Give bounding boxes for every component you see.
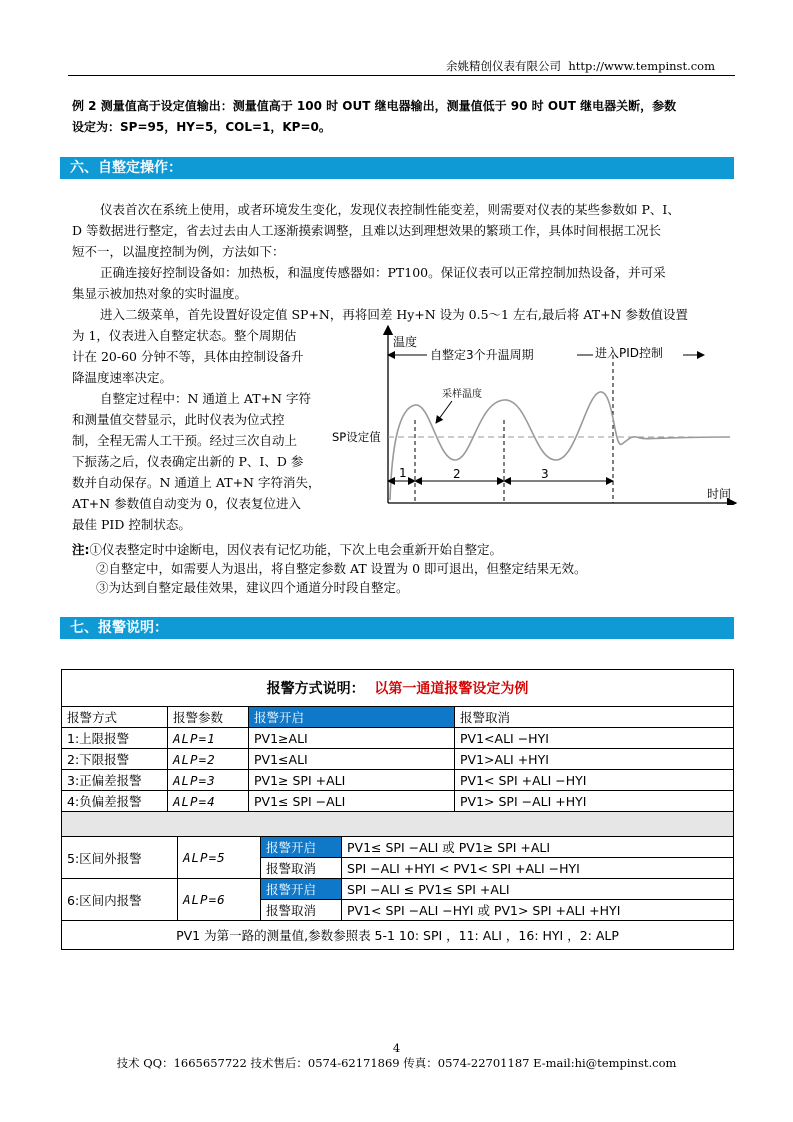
table-row xyxy=(62,728,734,749)
example-line-2: 设定为：SP=95，HY=5，COL=1，KP=0。 xyxy=(72,120,331,134)
row-off-label: 报警取消 xyxy=(261,900,342,921)
row-mode: 2:下限报警 xyxy=(62,749,168,770)
sample-pointer xyxy=(436,401,452,423)
table-row xyxy=(62,837,734,858)
period-3-label: 3 xyxy=(541,467,549,481)
note-3: ③为达到自整定最佳效果，建议四个通道分时段自整定。 xyxy=(96,580,409,595)
table-title-black: 报警方式说明： xyxy=(266,681,365,697)
company-url: http://www.tempinst.com xyxy=(568,59,715,73)
period-2-label: 2 xyxy=(453,467,461,481)
row-off: PV1<ALI −HYI xyxy=(455,728,734,749)
para4-line-7: 最佳 PID 控制状态。 xyxy=(72,517,191,532)
notes xyxy=(72,540,587,597)
pid-span-label: 进入PID控制 xyxy=(595,346,664,360)
para4-line-1: 自整定过程中：N 通道上 AT+N 字符 xyxy=(100,391,311,406)
para1-line-3: 短不一，以温度控制为例，方法如下： xyxy=(72,244,285,259)
row-param: ALP=4 xyxy=(168,791,249,812)
sp-label: SP设定值 xyxy=(332,430,381,444)
section-6-body xyxy=(72,199,732,325)
para1-line-1: 仪表首次在系统上使用，或者环境发生变化，发现仪表控制性能变差，则需要对仪表的某些参数如 P、I、 xyxy=(100,202,680,217)
page-header xyxy=(446,58,715,74)
para1-line-2: D 等数据进行整定，省去过去由人工逐渐摸索调整，且难以达到理想效果的繁琐工作，具体时间根据工况长 xyxy=(72,223,661,238)
table-row xyxy=(62,770,734,791)
notes-label: 注: xyxy=(72,542,90,557)
para2-line-1: 正确连接好控制设备如：加热板，和温度传感器如：PT100。保证仪表可以正常控制加热设备，并可采 xyxy=(100,265,666,280)
row-on-label: 报警开启 xyxy=(261,879,342,900)
row-off: SPI −ALI +HYI < PV1< SPI +ALI −HYI xyxy=(342,858,734,879)
table-row xyxy=(62,879,734,900)
x-axis-label: 时间 xyxy=(707,487,732,501)
para4-line-2: 和测量值交替显示，此时仪表为位式控 xyxy=(72,412,285,427)
row-on: PV1≤ALI xyxy=(249,749,455,770)
row-on: PV1≤ SPI −ALI xyxy=(249,791,455,812)
para2-line-2: 集显示被加热对象的实时温度。 xyxy=(72,286,248,301)
row-on: PV1≥ALI xyxy=(249,728,455,749)
row-param: ALP=1 xyxy=(168,728,249,749)
row-off: PV1>ALI +HYI xyxy=(455,749,734,770)
autotune-diagram xyxy=(330,320,740,505)
row-mode: 6:区间内报警 xyxy=(62,879,178,921)
page-number: 4 xyxy=(392,1041,401,1055)
row-off-label: 报警取消 xyxy=(261,858,342,879)
row-mode: 5:区间外报警 xyxy=(62,837,178,879)
table-spacer xyxy=(62,812,734,837)
company-name: 余姚精创仪表有限公司 xyxy=(446,59,561,73)
sample-label: 采样温度 xyxy=(442,389,482,400)
y-axis-label: 温度 xyxy=(393,335,418,349)
para3-line-3: 计在 20-60 分钟不等，具体由控制设备升 xyxy=(72,349,304,364)
table-title-red: 以第一通道报警设定为例 xyxy=(374,681,529,697)
example-2 xyxy=(72,96,732,138)
header-rule xyxy=(68,75,735,76)
row-off: PV1< SPI +ALI −HYI xyxy=(455,770,734,791)
alarm-table-title xyxy=(62,670,734,707)
para3-line-4: 降温度速率决定。 xyxy=(72,370,173,385)
table-row xyxy=(62,749,734,770)
para3-line-2: 为 1，仪表进入自整定状态。整个周期估 xyxy=(72,328,297,343)
period-1-label: 1 xyxy=(399,466,407,480)
example-line-1: 例 2 测量值高于设定值输出：测量值高于 100 时 OUT 继电器输出，测量值低于 90 时 OUT 继电器关断，参数 xyxy=(72,99,677,113)
row-mode: 3:正偏差报警 xyxy=(62,770,168,791)
header-mode: 报警方式 xyxy=(62,707,168,728)
row-off: PV1< SPI −ALI −HYI 或 PV1> SPI +ALI +HYI xyxy=(342,900,734,921)
section-7-title: 七、报警说明： xyxy=(60,617,734,639)
table-footnote: PV1 为第一路的测量值,参数参照表 5-1 10: SPI ，11: ALI ，16: HYI ，2: ALP xyxy=(62,921,734,950)
row-param: ALP=2 xyxy=(168,749,249,770)
row-on: PV1≥ SPI +ALI xyxy=(249,770,455,791)
autotune-span-label: 自整定3个升温周期 xyxy=(430,348,534,362)
row-param: ALP=3 xyxy=(168,770,249,791)
range-alarm-table xyxy=(61,836,734,950)
para3-left-column xyxy=(72,325,342,535)
row-on: SPI −ALI ≤ PV1≤ SPI +ALI xyxy=(342,879,734,900)
para4-line-4: 下振荡之后，仪表确定出新的 P、I、D 参 xyxy=(72,454,304,469)
para3-line-1: 进入二级菜单，首先设置好设定值 SP+N，再将回差 Hy+N 设为 0.5～1 左右,最后将 AT+N 参数值设置 xyxy=(100,307,688,322)
para4-line-5: 数并自动保存。N 通道上 AT+N 字符消失， xyxy=(72,475,321,490)
row-param: ALP=5 xyxy=(178,837,261,879)
row-off: PV1> SPI −ALI +HYI xyxy=(455,791,734,812)
footer-contact: 技术 QQ：1665657722 技术售后：0574-62171869 传真：0574-22701187 E-mail:hi@tempinst.com xyxy=(116,1056,677,1070)
para4-line-6: AT+N 参数值自动变为 0，仪表复位进入 xyxy=(72,496,301,511)
header-on: 报警开启 xyxy=(249,707,455,728)
header-param: 报警参数 xyxy=(168,707,249,728)
row-on: PV1≤ SPI −ALI 或 PV1≥ SPI +ALI xyxy=(342,837,734,858)
page-footer xyxy=(0,1041,793,1071)
row-on-label: 报警开启 xyxy=(261,837,342,858)
para4-line-3: 制，全程无需人工干预。经过三次自动上 xyxy=(72,433,298,448)
alarm-table xyxy=(61,669,734,837)
row-param: ALP=6 xyxy=(178,879,261,921)
header-off: 报警取消 xyxy=(455,707,734,728)
sample-temperature-curve xyxy=(390,392,730,500)
section-6-title: 六、自整定操作： xyxy=(60,157,734,179)
table-row xyxy=(62,791,734,812)
note-2: ②自整定中，如需要人为退出，将自整定参数 AT 设置为 0 即可退出，但整定结果无效。 xyxy=(96,561,587,576)
row-mode: 4:负偏差报警 xyxy=(62,791,168,812)
note-1: ①仪表整定时中途断电，因仪表有记忆功能，下次上电会重新开始自整定。 xyxy=(89,542,503,557)
row-mode: 1:上限报警 xyxy=(62,728,168,749)
